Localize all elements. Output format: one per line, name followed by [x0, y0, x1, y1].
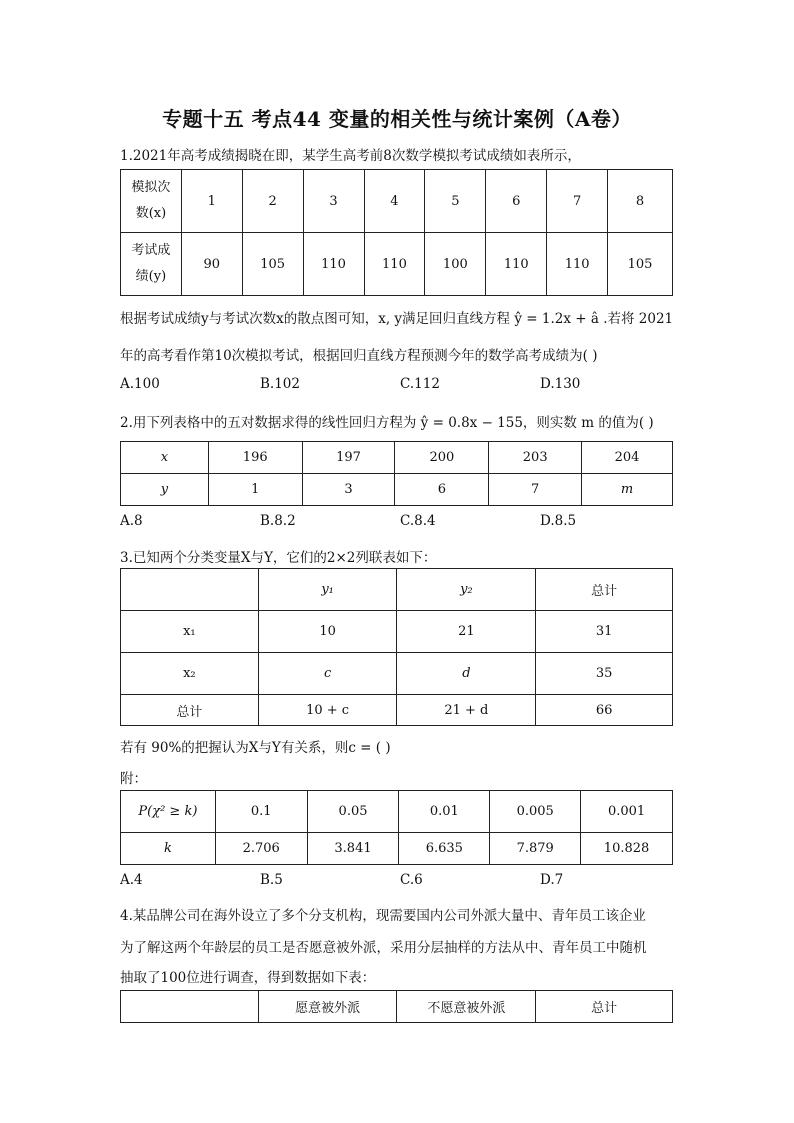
q2-x-cell: 200: [395, 442, 489, 474]
q1-x-cell: 1: [181, 170, 242, 233]
q3-p-cell: 0.05: [307, 791, 399, 833]
q1-y-cell: 110: [364, 233, 425, 296]
q2-y-cell: 1: [208, 474, 302, 506]
q3-k-cell: 2.706: [215, 833, 307, 865]
q4-header-cell: 总计: [536, 991, 673, 1023]
q1-stem: 1.2021年高考成绩揭晓在即，某学生高考前8次数学模拟考试成绩如表所示，: [120, 148, 581, 164]
q1-y-cell: 105: [608, 233, 673, 296]
option-a[interactable]: A.4: [120, 872, 143, 888]
q3-k-row: [121, 833, 673, 865]
q2-x-label: x: [121, 442, 209, 474]
q3-p-cell: 0.005: [490, 791, 581, 833]
q3-cell: x₂: [121, 653, 259, 695]
q2-y-cell: m: [582, 474, 673, 506]
q3-row: [121, 611, 673, 653]
q2-y-cell: 7: [489, 474, 582, 506]
q3-cell: 10: [258, 611, 397, 653]
q2-x-cell: 204: [582, 442, 673, 474]
q1-x-row: [121, 170, 673, 233]
q1-y-cell: 110: [486, 233, 547, 296]
q4-header-cell: [121, 991, 259, 1023]
option-c[interactable]: C.112: [400, 376, 440, 392]
q1-x-cell: 4: [364, 170, 425, 233]
q4-line1: 4.某品牌公司在海外设立了多个分支机构，现需要国内公司外派大量中、青年员工该企业: [120, 908, 646, 924]
q1-x-header-a: 模拟次: [131, 180, 171, 195]
q3-contingency-table: [120, 568, 673, 726]
q1-x-header-b: 数(x): [135, 206, 167, 221]
q2-x-cell: 197: [302, 442, 395, 474]
option-a[interactable]: A.8: [120, 513, 143, 529]
q3-header-cell: y₂: [397, 569, 536, 611]
q4-line2: 为了解这两个年龄层的员工是否愿意被外派，采用分层抽样的方法从中、青年员工中随机: [120, 940, 647, 956]
q3-cell: d: [397, 653, 536, 695]
q1-y-cell: 90: [181, 233, 242, 296]
q3-p-cell: 0.01: [399, 791, 490, 833]
option-d[interactable]: D.130: [540, 376, 581, 392]
q3-k-cell: 6.635: [399, 833, 490, 865]
q3-cell: 21 + d: [397, 695, 536, 726]
q3-header-cell: 总计: [536, 569, 673, 611]
q1-y-cell: 105: [242, 233, 303, 296]
q1-x-cell: 8: [608, 170, 673, 233]
q3-critical-value-table: [120, 790, 673, 865]
q2-y-cell: 6: [395, 474, 489, 506]
q1-options: [120, 376, 680, 392]
q1-line2: 根据考试成绩y与考试次数x的散点图可知，x, y满足回归直线方程 ŷ = 1.2x + â .若将 2021: [120, 311, 674, 327]
option-b[interactable]: B.5: [260, 872, 283, 888]
q2-y-row: [121, 474, 673, 506]
q1-y-header-b: 绩(y): [135, 269, 167, 284]
q3-header-cell: [121, 569, 259, 611]
q1-y-cell: 110: [303, 233, 364, 296]
q2-y-cell: 3: [302, 474, 395, 506]
q2-stem: 2.用下列表格中的五对数据求得的线性回归方程为 ŷ = 0.8x − 155，则实数 m 的值为( ): [120, 415, 654, 431]
option-a[interactable]: A.100: [120, 376, 160, 392]
q2-x-cell: 203: [489, 442, 582, 474]
q2-x-cell: 196: [208, 442, 302, 474]
q1-x-cell: 7: [547, 170, 608, 233]
q3-cell: 31: [536, 611, 673, 653]
q3-question: 若有 90%的把握认为X与Y有关系，则c = ( ): [120, 740, 391, 756]
q1-y-cell: 100: [425, 233, 486, 296]
q4-header-row: [121, 991, 673, 1023]
q4-table: [120, 990, 673, 1023]
option-b[interactable]: B.8.2: [260, 513, 296, 529]
q3-cell: 35: [536, 653, 673, 695]
q3-p-label: P(χ² ≥ k): [121, 791, 216, 833]
q1-y-cell: 110: [547, 233, 608, 296]
q2-y-label: y: [121, 474, 209, 506]
q3-header-row: [121, 569, 673, 611]
q1-x-cell: 2: [242, 170, 303, 233]
q3-k-cell: 3.841: [307, 833, 399, 865]
q1-line3: 年的高考看作第10次模拟考试，根据回归直线方程预测今年的数学高考成绩为( ): [120, 348, 598, 364]
option-d[interactable]: D.7: [540, 872, 564, 888]
q3-header-cell: y₁: [258, 569, 397, 611]
q2-options: [120, 513, 680, 529]
q3-k-cell: 7.879: [490, 833, 581, 865]
q1-y-header: [121, 233, 182, 296]
q1-x-cell: 6: [486, 170, 547, 233]
q1-table: [120, 169, 673, 296]
q4-line3: 抽取了100位进行调查，得到数据如下表：: [120, 970, 376, 986]
q1-y-header-a: 考试成: [131, 243, 171, 258]
q3-k-cell: 10.828: [581, 833, 673, 865]
q2-table: [120, 441, 673, 506]
q1-x-header: [121, 170, 182, 233]
q3-cell: c: [258, 653, 397, 695]
q3-p-cell: 0.001: [581, 791, 673, 833]
q3-appendix-label: 附：: [120, 771, 147, 787]
q3-p-row: [121, 791, 673, 833]
q3-cell: x₁: [121, 611, 259, 653]
q3-options: [120, 872, 680, 888]
q3-row: [121, 653, 673, 695]
q3-cell: 66: [536, 695, 673, 726]
option-d[interactable]: D.8.5: [540, 513, 577, 529]
q3-stem: 3.已知两个分类变量X与Y，它们的2×2列联表如下：: [120, 550, 437, 566]
q4-header-cell: 愿意被外派: [258, 991, 397, 1023]
page-title: 专题十五 考点44 变量的相关性与统计案例（A卷）: [162, 107, 632, 131]
q1-x-cell: 3: [303, 170, 364, 233]
q3-row: [121, 695, 673, 726]
q3-k-label: k: [121, 833, 216, 865]
option-b[interactable]: B.102: [260, 376, 300, 392]
q3-cell: 总计: [121, 695, 259, 726]
q3-cell: 21: [397, 611, 536, 653]
q1-y-row: [121, 233, 673, 296]
q3-p-cell: 0.1: [215, 791, 307, 833]
q3-cell: 10 + c: [258, 695, 397, 726]
q4-header-cell: 不愿意被外派: [397, 991, 536, 1023]
option-c[interactable]: C.6: [400, 872, 423, 888]
q1-x-cell: 5: [425, 170, 486, 233]
option-c[interactable]: C.8.4: [400, 513, 436, 529]
q2-x-row: [121, 442, 673, 474]
